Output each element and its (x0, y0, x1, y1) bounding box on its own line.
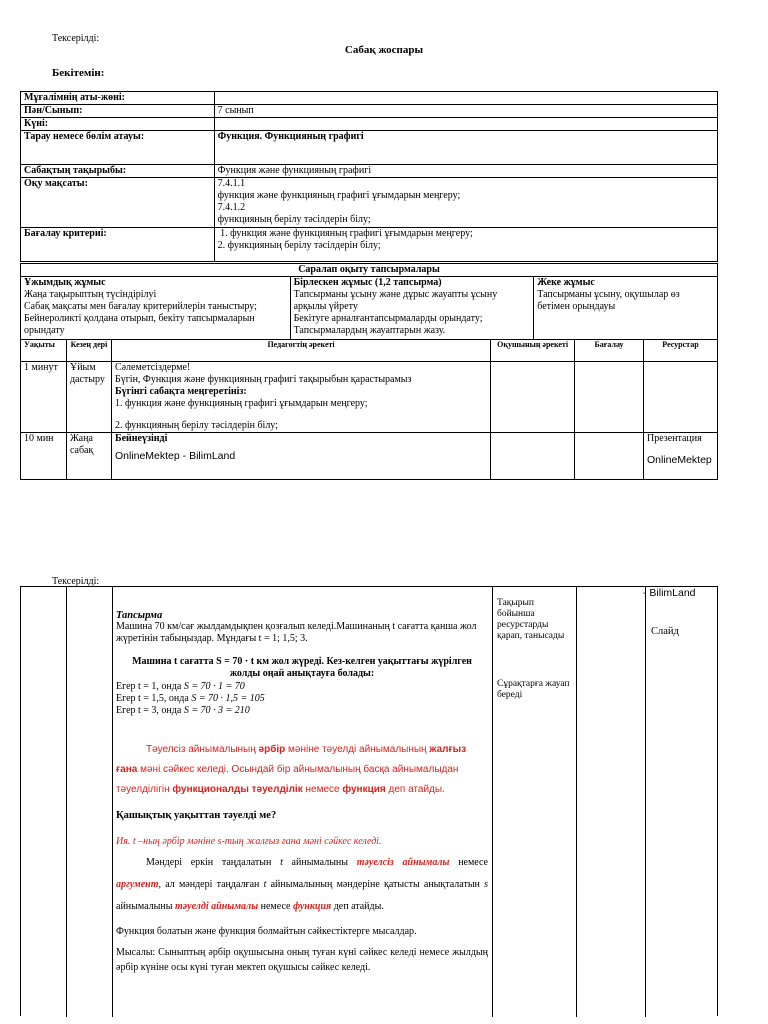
formula-heading: Машина t сағатта S = 70 · t км жол жүреді. Кез-келген уақыттағы жүрілген жолды оңай анықтауға болады: (132, 656, 472, 679)
arg-part: айнымалыны (282, 857, 357, 868)
date-value (214, 118, 717, 131)
checked-label-2: Тексерілді: (52, 576, 100, 587)
goal-code-2: 7.4.1.2 (217, 202, 246, 213)
row2-stage: Жаңа сабақ (66, 433, 111, 480)
goal-code-1: 7.4.1.1 (217, 178, 246, 189)
arg-var: s (484, 879, 489, 890)
goal-1: 1. функция және функцияның графигі ұғымдарын меңгеру; (114, 398, 368, 409)
row2-student (491, 433, 575, 480)
presentation-resource: Презентация (646, 433, 702, 444)
pair-work-cell (290, 277, 534, 340)
divider (645, 587, 646, 1017)
def-part: немесе (302, 784, 343, 795)
greeting: Сәлеметсіздерме! (114, 362, 191, 373)
divider (66, 587, 67, 1017)
case-expression: S = 70 · 1,5 = 105 (191, 693, 265, 704)
answer: Ия. t –ның әрбір мәніне s-тың жалғыз ғана мәні сәйкес келеді. (116, 836, 382, 847)
page2-table (20, 586, 718, 1016)
goal-text-1: функция және функцияның графигі ұғымдарын меңгеру; (217, 190, 461, 201)
arg-term: тәуелсіз айнымалы (356, 857, 450, 868)
arg-part: айнымалыны (116, 901, 175, 912)
row2-time: 10 мин (21, 433, 67, 480)
col-teacher-action: Педагогтің әрекеті (111, 340, 490, 362)
pair-work-line: Бекітуге арналғантапсырмаларды орындату; (293, 313, 483, 324)
def-emph: әрбір (258, 744, 286, 755)
date-label: Күні: (21, 118, 215, 131)
group-work-title: Ұжымдық жұмыс (24, 277, 106, 288)
group-work-line: Жаңа тақырыптың түсіндірілуі (24, 289, 157, 300)
individual-work-cell (534, 277, 718, 340)
bilimland-resource[interactable]: - BilimLand (643, 587, 696, 599)
arg-part: деп атайды. (331, 901, 384, 912)
teacher-name-label: Мұғалімнің аты-жөні: (21, 92, 215, 105)
checked-label: Тексерілді: (52, 33, 100, 44)
question: Қашықтық уақыттан тәуелді ме? (116, 810, 277, 821)
learning-goal-value (214, 178, 717, 228)
chapter-value: Функция. Функцияның графигі (214, 131, 717, 165)
subject-class-label: Пән/Сынып: (21, 105, 215, 118)
def-part: мәні сәйкес келеді. Осындай бір айнымалының басқа айнымалыдан тәуелділігін (116, 764, 459, 795)
row1-teacher (111, 362, 490, 433)
pair-work-line: Тапсырманы ұсыну және дұрыс жауапты ұсыну арқылы үйрету (293, 289, 498, 312)
def-emph: функционалды тәуелділік (172, 784, 303, 795)
task-text: Машина 70 км/сағ жылдамдықпен қозғалып келеді.Машинаның t сағатта қанша жол жүретінін табыңыздар. Мұндағы t = 1; 1,5; 3. (116, 621, 477, 644)
criteria-value (214, 228, 717, 262)
arg-var: t (280, 857, 283, 868)
def-emph: жалғыз ғана (116, 744, 467, 775)
pair-work-title: Бірлескен жұмыс (1,2 тапсырма) (293, 277, 442, 288)
def-emph: функция (342, 784, 386, 795)
arg-part: немесе (449, 857, 488, 868)
arg-part: , ал мәндері таңдалған (158, 879, 264, 890)
case-line (116, 705, 488, 717)
topic-intro: Бүгін, Функция және функцияның графигі тақырыбын қарастырамыз (114, 374, 412, 385)
def-part: деп атайды. (385, 784, 445, 795)
goal-text-2: функцияның берілу тәсілдерін білу; (217, 214, 371, 225)
goals-title: Бүгінгі сабақта меңгеретініз: (114, 386, 247, 397)
col-assessment: Бағалау (575, 340, 644, 362)
group-work-line: Сабақ мақсаты мен бағалау критерийлерін таныстыру; (24, 301, 257, 312)
case-line (116, 681, 488, 693)
individual-work-title: Жеке жұмыс (537, 277, 595, 288)
video-label: Бейнеүзінді (114, 433, 168, 444)
row1-stage: Ұйым дастыру (66, 362, 111, 433)
individual-work-line: Тапсырманы ұсыну, оқушылар өз бетімен орындауы (537, 289, 680, 312)
case-condition: Егер t = 3, онда (116, 705, 184, 716)
row2-assessment (575, 433, 644, 480)
def-part: Тәуелсіз айнымалының (146, 744, 259, 755)
goal-2: 2. функцияның берілу тәсілдерін білу; (114, 420, 278, 431)
topic-label: Сабақтың тақырыбы: (21, 165, 215, 178)
lesson-flow-table (20, 339, 718, 480)
student-action-1: Тақырып бойынша ресурстарды қарап, танысады (497, 598, 565, 641)
page-title: Сабақ жоспары (344, 44, 424, 56)
arg-term: функция (292, 901, 332, 912)
learning-goal-label: Оқу мақсаты: (21, 178, 215, 228)
online-link[interactable]: OnlineMektep - BilimLand (114, 450, 236, 462)
case-condition: Егер t = 1, онда (116, 681, 184, 692)
criteria-label: Бағалау критериі: (21, 228, 215, 262)
row1-assessment (575, 362, 644, 433)
argument-definition (116, 852, 488, 918)
row1-resources (643, 362, 717, 433)
arg-term: аргумент (116, 879, 159, 890)
arg-part: немесе (258, 901, 293, 912)
teacher-content (116, 610, 488, 975)
row2-teacher (111, 433, 490, 480)
col-resources: Ресурстар (643, 340, 717, 362)
criterion-2: 2. функцияның берілу тәсілдерін білу; (217, 240, 381, 251)
row2-resources (643, 433, 717, 480)
criterion-1: 1. функция және функцияның графигі ұғымдарын меңгеру; (217, 228, 473, 239)
def-part: мәніне тәуелді айнымалының (285, 744, 430, 755)
row1-student (491, 362, 575, 433)
chapter-label: Тарау немесе бөлім атауы: (21, 131, 215, 165)
approved-label: Бекітемін: (52, 67, 105, 79)
teacher-name-value (214, 92, 717, 105)
case-line (116, 693, 488, 705)
case-condition: Егер t = 1,5, онда (116, 693, 192, 704)
subject-class-value: 7 сынып (214, 105, 717, 118)
pair-work-line: Тапсырмалардың жауаптарын жазу. (293, 325, 446, 336)
case-expression: S = 70 · 3 = 210 (183, 705, 250, 716)
col-stage: Кезең дері (66, 340, 111, 362)
divider (112, 587, 113, 1017)
col-time: Уақыты (21, 340, 67, 362)
tasks-heading: Саралап оқыту тапсырмалары (21, 264, 718, 277)
topic-value: Функция және функцияның графигі (214, 165, 717, 178)
online-resource[interactable]: OnlineMektep (646, 454, 712, 466)
arg-var: t (263, 879, 267, 890)
group-work-line: Бейнероликті қолдана отырып, бекіту тапсырмаларын орындату (24, 313, 255, 336)
arg-part: айнымалының мәндеріне қатысты анықталатын (266, 879, 485, 890)
differentiated-tasks-table (20, 263, 718, 340)
col-student-action: Оқушының әрекеті (491, 340, 575, 362)
arg-term: тәуелді айнымалы (174, 901, 259, 912)
lesson-info-table (20, 91, 718, 262)
function-definition (116, 740, 488, 800)
slide-resource: Слайд (651, 626, 679, 637)
task-title: Тапсырма (116, 610, 163, 621)
student-action-2: Сұрақтарға жауап береді (497, 679, 570, 700)
divider (576, 587, 577, 1017)
group-work-cell (21, 277, 291, 340)
case-expression: S = 70 · 1 = 70 (183, 681, 245, 692)
examples-intro: Функция болатын және функция болмайтын сәйкестіктерге мысалдар. (116, 926, 417, 937)
row1-time: 1 минут (21, 362, 67, 433)
arg-part: Мәндері еркін таңдалатын (146, 857, 281, 868)
example-text: Мысалы: Сыныптың әрбір оқушысына оның туған күні сәйкес келеді немесе жылдың әрбір күніне осы күні туған мектеп оқушысы сәйкес келеді. (116, 947, 488, 973)
divider (492, 587, 493, 1017)
